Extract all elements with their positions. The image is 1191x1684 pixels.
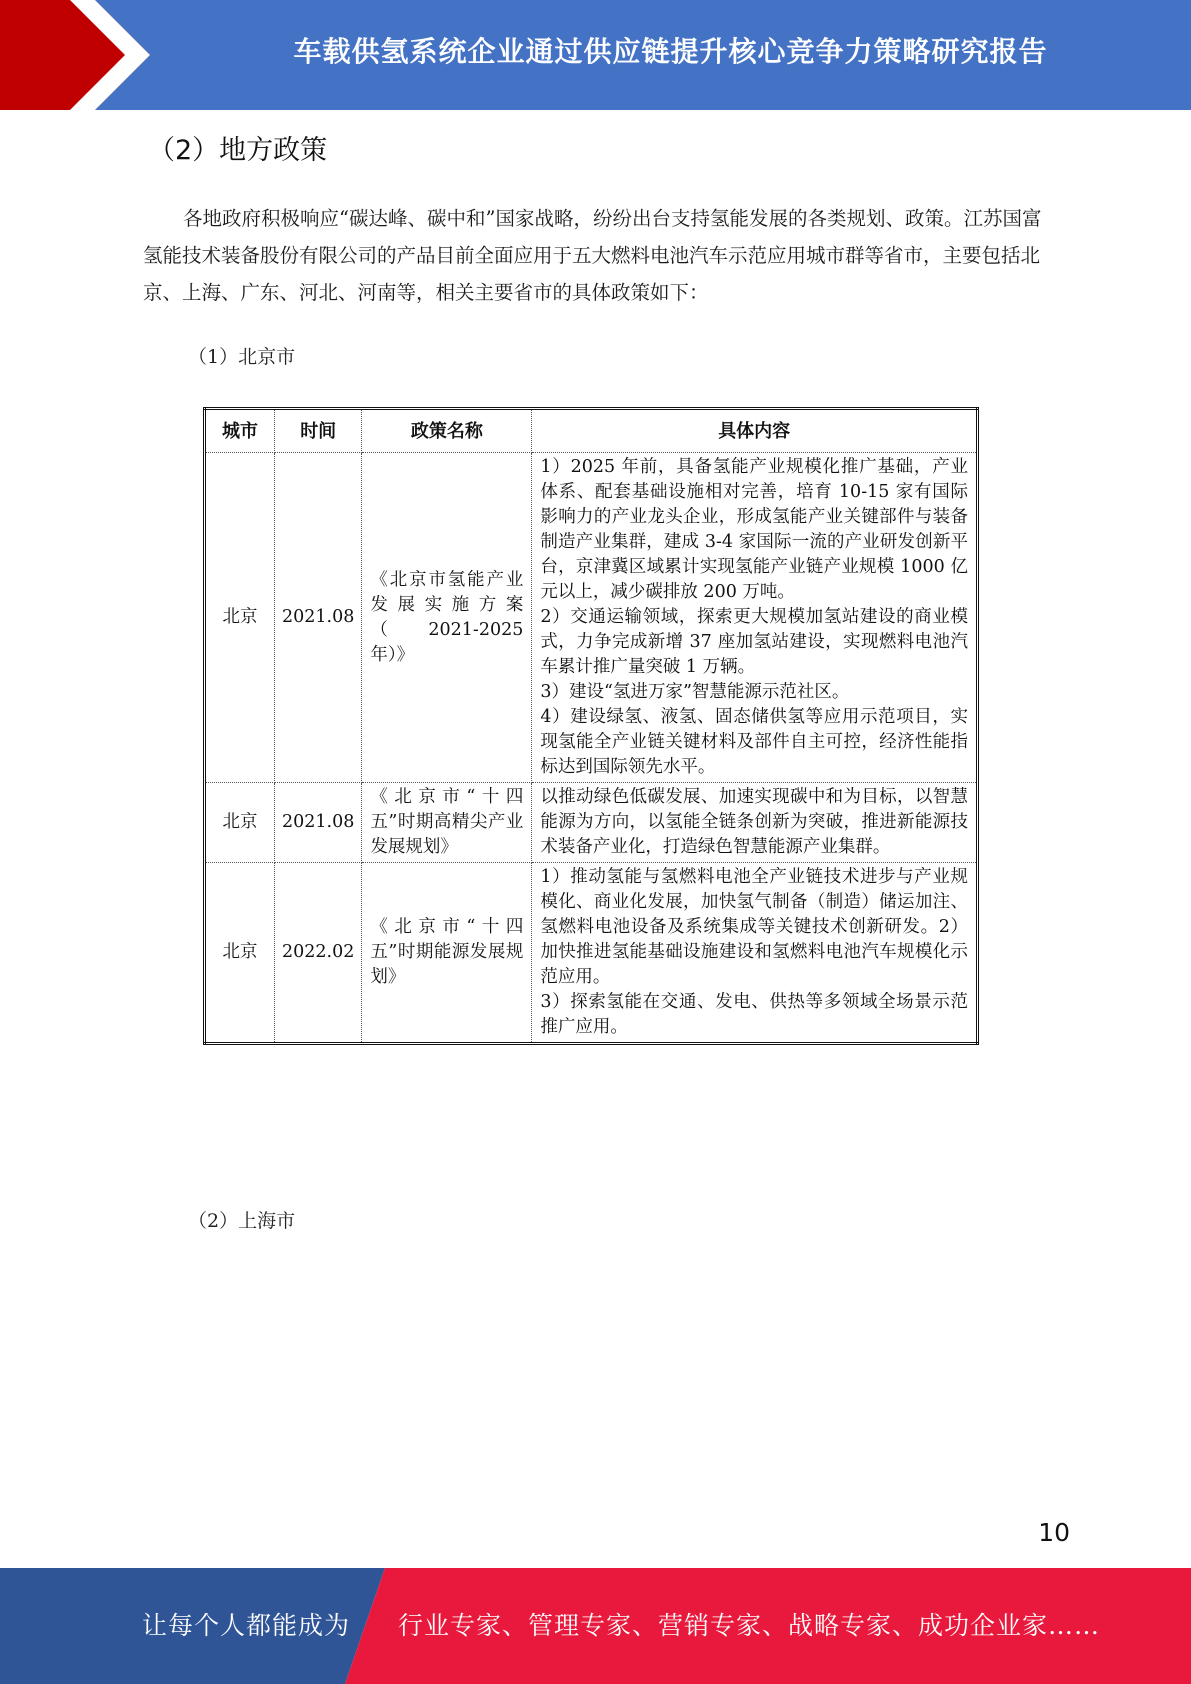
subheading-beijing: （1）北京市: [188, 346, 296, 368]
cell-policy-name: 《北京市“十四五”时期能源发展规划》: [362, 863, 532, 1044]
table-row: [205, 453, 978, 783]
column-header-time: 时间: [275, 409, 362, 453]
cell-content: [532, 453, 978, 783]
cell-time: 2021.08: [275, 783, 362, 863]
content-item: 3）建设“氢进万家”智慧能源示范社区。: [540, 682, 850, 702]
cell-policy-name: 《北京市氢能产业发展实施方案（2021-2025 年）》: [362, 453, 532, 783]
table-header-row: [205, 409, 978, 453]
report-title: 车载供氢系统企业通过供应链提升核心竞争力策略研究报告: [293, 35, 1048, 68]
policy-table: [203, 407, 979, 1045]
cell-city: 北京: [205, 453, 275, 783]
column-header-content: 具体内容: [532, 409, 978, 453]
cell-time: 2021.08: [275, 453, 362, 783]
table-row: [205, 783, 978, 863]
subheading-shanghai: （2）上海市: [188, 1210, 296, 1232]
section-heading: （2）地方政策: [148, 135, 328, 166]
column-header-policy-name: 政策名称: [362, 409, 532, 453]
cell-policy-name: 《北京市“十四五”时期高精尖产业发展规划》: [362, 783, 532, 863]
content-item: 2）交通运输领域，探索更大规模加氢站建设的商业模式，力争完成新增 37 座加氢站建设，实现燃料电池汽车累计推广量突破 1 万辆。: [540, 607, 968, 677]
cell-time: 2022.02: [275, 863, 362, 1044]
cell-city: 北京: [205, 863, 275, 1044]
content-item: 4）建设绿氢、液氢、固态储供氢等应用示范项目，实现氢能全产业链关键材料及部件自主可控，经济性能指标达到国际领先水平。: [540, 707, 968, 777]
header-red-chevron: [0, 0, 150, 110]
content-item: 以推动绿色低碳发展、加速实现碳中和为目标，以智慧能源为方向，以氢能全链条创新为突破，推进新能源技术装备产业化，打造绿色智慧能源产业集群。: [540, 787, 968, 857]
content-item: 1）2025 年前，具备氢能产业规模化推广基础，产业体系、配套基础设施相对完善，培育 10-15 家有国际影响力的产业龙头企业，形成氢能产业关键部件与装备制造产业集群，建成 3-4 家国际一流的产业研发创新平台，京津冀区域累计实现氢能产业链产业规模 1000 亿元以上，减少碳排放 200 万吨。: [540, 457, 968, 602]
footer-slogan-left: 让每个人都能成为: [142, 1611, 351, 1640]
column-header-city: 城市: [205, 409, 275, 453]
cell-content: [532, 783, 978, 863]
header-banner: [0, 0, 1191, 110]
content-item: 1）推动氢能与氢燃料电池全产业链技术进步与产业规模化、商业化发展，加快氢气制备（制造）储运加注、氢燃料电池设备及系统集成等关键技术创新研发。2）加快推进氢能基础设施建设和氢燃料电池汽车规模化示范应用。: [540, 867, 968, 987]
content-item: 3）探索氢能在交通、发电、供热等多领域全场景示范推广应用。: [540, 992, 968, 1037]
page-number: 10: [1038, 1518, 1070, 1547]
intro-paragraph: 各地政府积极响应“碳达峰、碳中和”国家战略，纷纷出台支持氢能发展的各类规划、政策。江苏国富氢能技术装备股份有限公司的产品目前全面应用于五大燃料电池汽车示范应用城市群等省市，主要包括北京、上海、广东、河北、河南等，相关主要省市的具体政策如下：: [143, 207, 1042, 304]
cell-city: 北京: [205, 783, 275, 863]
footer-slogan-right: 行业专家、管理专家、营销专家、战略专家、成功企业家……: [398, 1611, 1101, 1640]
table-row: [205, 863, 978, 1044]
cell-content: [532, 863, 978, 1044]
